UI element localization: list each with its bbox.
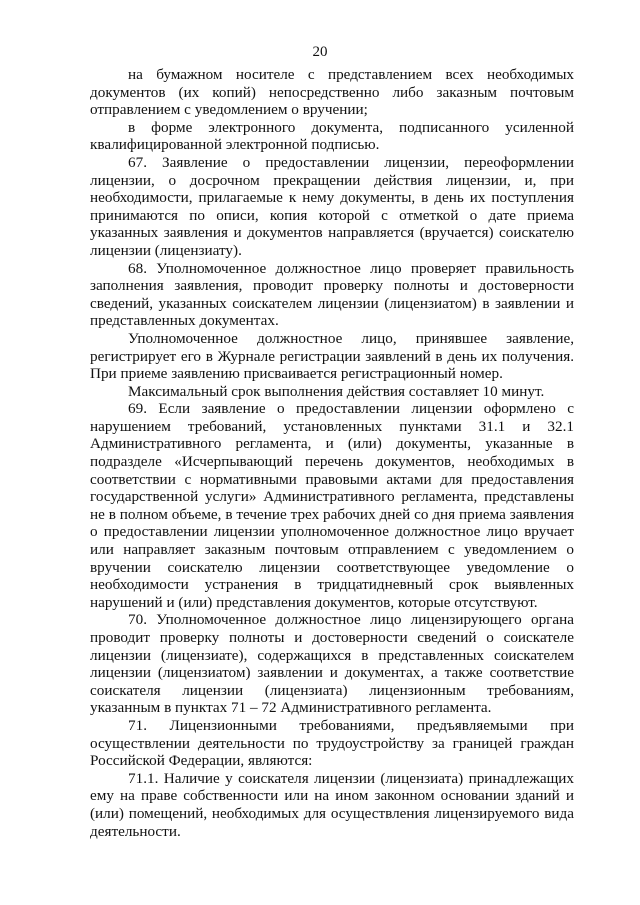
paragraph-68: 68. Уполномоченное должностное лицо проверяет правильность заполнения заявления, проводит проверку полноты и достоверности сведений, указанных соискателем лицензии (лицензиатом) в заявлении и представленных документах. — [90, 259, 574, 330]
paragraph-70: 70. Уполномоченное должностное лицо лицензирующего органа проводит проверку полноты и достоверности сведений о соискателе лицензии (лицензиате), содержащихся в представленных соискателем лицензии (лицензиатом) заявлении и документах, а также соответствие соискателя лицензии (лицензиата) лицензионным требованиям, указанным в пунктах 71 – 72 Административного регламента. — [90, 611, 574, 717]
page-number: 20 — [312, 44, 328, 60]
paragraph-71: 71. Лицензионными требованиями, предъявляемыми при осуществлении деятельности по трудоустройству за границей граждан Российской Федерации, являются: — [90, 716, 574, 770]
paragraph-67: 67. Заявление о предоставлении лицензии, переоформлении лицензии, о досрочном прекращении действия лицензии, и, при необходимости, прилагаемые к нему документы, в день их поступления принимаются по описи, копия которой с отметкой о дате приема указанных заявления и документов направляется (вручается) соискателю лицензии (лицензиату). — [90, 153, 574, 259]
paragraph-71-1: 71.1. Наличие у соискателя лицензии (лицензиата) принадлежащих ему на праве собственности или на ином законном основании зданий и (или) помещений, необходимых для осуществления лицензируемого вида деятельности. — [90, 769, 574, 840]
document-body — [90, 66, 574, 840]
paragraph-registration: Уполномоченное должностное лицо, принявшее заявление, регистрирует его в Журнале регистрации заявлений в день их получения. При приеме заявлению присваивается регистрационный номер. — [90, 329, 574, 383]
paragraph-electronic-submission: в форме электронного документа, подписанного усиленной квалифицированной электронной подписью. — [90, 118, 574, 154]
paragraph-max-time: Максимальный срок выполнения действия составляет 10 минут. — [128, 382, 545, 400]
paragraph-paper-submission: на бумажном носителе с представлением всех необходимых документов (их копий) непосредственно либо заказным почтовым отправлением с уведомлением о вручении; — [90, 66, 574, 119]
paragraph-69: 69. Если заявление о предоставлении лицензии оформлено с нарушением требований, установленных пунктами 31.1 и 32.1 Административного регламента, и (или) документы, указанные в подразделе «Исчерпывающий перечень документов, необходимых в соответствии с нормативными правовыми актами для предоставления государственной услуги» Административного регламента, представлены не в полном объеме, в течение трех рабочих дней со дня приема заявления о предоставлении лицензии уполномоченное должностное лицо вручает или направляет заказным почтовым отправлением с уведомлением о вручении соискателю лицензии соответствующее уведомление о необходимости устранения в тридцатидневный срок выявленных нарушений и (или) представления документов, которые отсутствуют. — [90, 400, 574, 611]
